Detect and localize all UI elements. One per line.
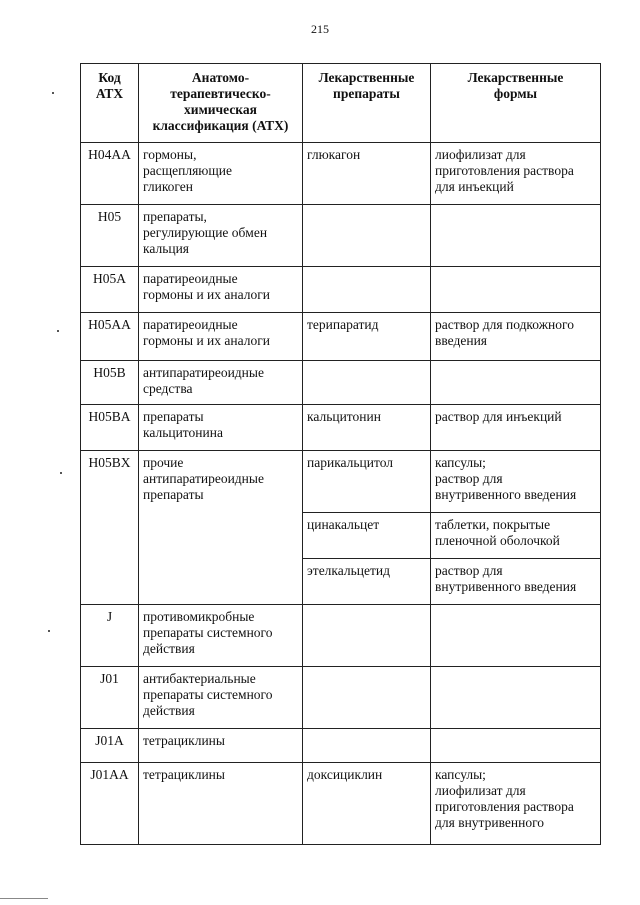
classification-text: препараты, регулирующие обмен кальция [143, 209, 268, 256]
atx-code-cell: J [81, 605, 139, 667]
atx-classification-table [80, 63, 601, 845]
classification-text: антипаратиреоидные средства [143, 365, 264, 396]
header-code [81, 64, 139, 143]
atx-code-cell: H04AA [81, 143, 139, 205]
classification-cell [139, 205, 303, 267]
drug-cell [303, 361, 431, 405]
drug-cell [303, 267, 431, 313]
table-row [81, 313, 601, 361]
table-row [81, 451, 601, 513]
drug-cell [303, 605, 431, 667]
drug-cell: кальцитонин [303, 405, 431, 451]
scan-mark [52, 92, 54, 94]
classification-cell [139, 313, 303, 361]
drug-cell: цинакальцет [303, 513, 431, 559]
classification-cell [139, 405, 303, 451]
header-row [81, 64, 601, 143]
header-classification-label: Анатомо- терапевтическо- химическая классификация (АТХ) [152, 70, 289, 133]
dosage-form-text: раствор для внутривенного введения [435, 563, 577, 594]
table-row [81, 405, 601, 451]
header-forms-label: Лекарственные формы [467, 70, 564, 101]
dosage-form-cell [431, 405, 601, 451]
dosage-form-cell [431, 763, 601, 845]
drug-cell: доксициклин [303, 763, 431, 845]
dosage-form-text: лиофилизат для приготовления раствора для инъекций [435, 147, 574, 194]
header-forms [431, 64, 601, 143]
classification-cell [139, 267, 303, 313]
table-body [81, 143, 601, 845]
classification-text: тетрациклины [143, 733, 225, 748]
dosage-form-cell [431, 361, 601, 405]
header-drugs [303, 64, 431, 143]
classification-cell [139, 763, 303, 845]
table-row [81, 729, 601, 763]
classification-text: прочие антипаратиреоидные препараты [143, 455, 264, 502]
dosage-form-cell [431, 605, 601, 667]
drug-cell: парикальцитол [303, 451, 431, 513]
table-row [81, 267, 601, 313]
table-row [81, 667, 601, 729]
dosage-form-text: таблетки, покрытые пленочной оболочкой [435, 517, 560, 548]
table-row [81, 205, 601, 267]
drug-cell: этелкальцетид [303, 559, 431, 605]
classification-text: паратиреоидные гормоны и их аналоги [143, 271, 270, 302]
header-drugs-label: Лекарственные препараты [318, 70, 415, 101]
classification-cell [139, 605, 303, 667]
dosage-form-cell [431, 729, 601, 763]
dosage-form-text: раствор для подкожного введения [435, 317, 574, 348]
classification-cell [139, 361, 303, 405]
dosage-form-cell [431, 313, 601, 361]
drug-cell [303, 205, 431, 267]
table-header [81, 64, 601, 143]
page-number: 215 [311, 22, 329, 36]
classification-cell [139, 143, 303, 205]
dosage-form-cell [431, 267, 601, 313]
classification-text: антибактериальные препараты системного действия [143, 671, 273, 718]
drug-cell: терипаратид [303, 313, 431, 361]
dosage-form-cell [431, 667, 601, 729]
header-code-label: Код АТХ [95, 70, 124, 101]
dosage-form-cell [431, 559, 601, 605]
atx-code-cell: H05BX [81, 451, 139, 605]
atx-code-cell: H05B [81, 361, 139, 405]
dosage-form-text: раствор для инъекций [435, 409, 562, 424]
scan-mark [57, 330, 59, 332]
classification-text: противомикробные препараты системного действия [143, 609, 273, 656]
atx-code-cell: H05AA [81, 313, 139, 361]
atx-code-cell: J01AA [81, 763, 139, 845]
scan-edge-line [0, 898, 48, 899]
atx-code-cell: J01A [81, 729, 139, 763]
classification-cell [139, 667, 303, 729]
classification-text: гормоны, расщепляющие гликоген [143, 147, 232, 194]
table-row [81, 143, 601, 205]
table-row [81, 361, 601, 405]
atx-code-cell: H05A [81, 267, 139, 313]
classification-cell [139, 451, 303, 605]
atx-code-cell: J01 [81, 667, 139, 729]
atx-code-cell: H05 [81, 205, 139, 267]
dosage-form-cell [431, 451, 601, 513]
table-row [81, 763, 601, 845]
scan-mark [48, 630, 50, 632]
dosage-form-cell [431, 205, 601, 267]
drug-cell: глюкагон [303, 143, 431, 205]
dosage-form-text: капсулы; лиофилизат для приготовления раствора для внутривенного [435, 767, 574, 830]
drug-cell [303, 667, 431, 729]
drug-cell [303, 729, 431, 763]
atx-code-cell: H05BA [81, 405, 139, 451]
classification-text: паратиреоидные гормоны и их аналоги [143, 317, 270, 348]
header-classification [139, 64, 303, 143]
classification-text: препараты кальцитонина [143, 409, 223, 440]
classification-cell [139, 729, 303, 763]
scan-mark [60, 472, 62, 474]
classification-text: тетрациклины [143, 767, 225, 782]
dosage-form-cell [431, 513, 601, 559]
dosage-form-cell [431, 143, 601, 205]
table-row [81, 605, 601, 667]
dosage-form-text: капсулы; раствор для внутривенного введения [435, 455, 577, 502]
